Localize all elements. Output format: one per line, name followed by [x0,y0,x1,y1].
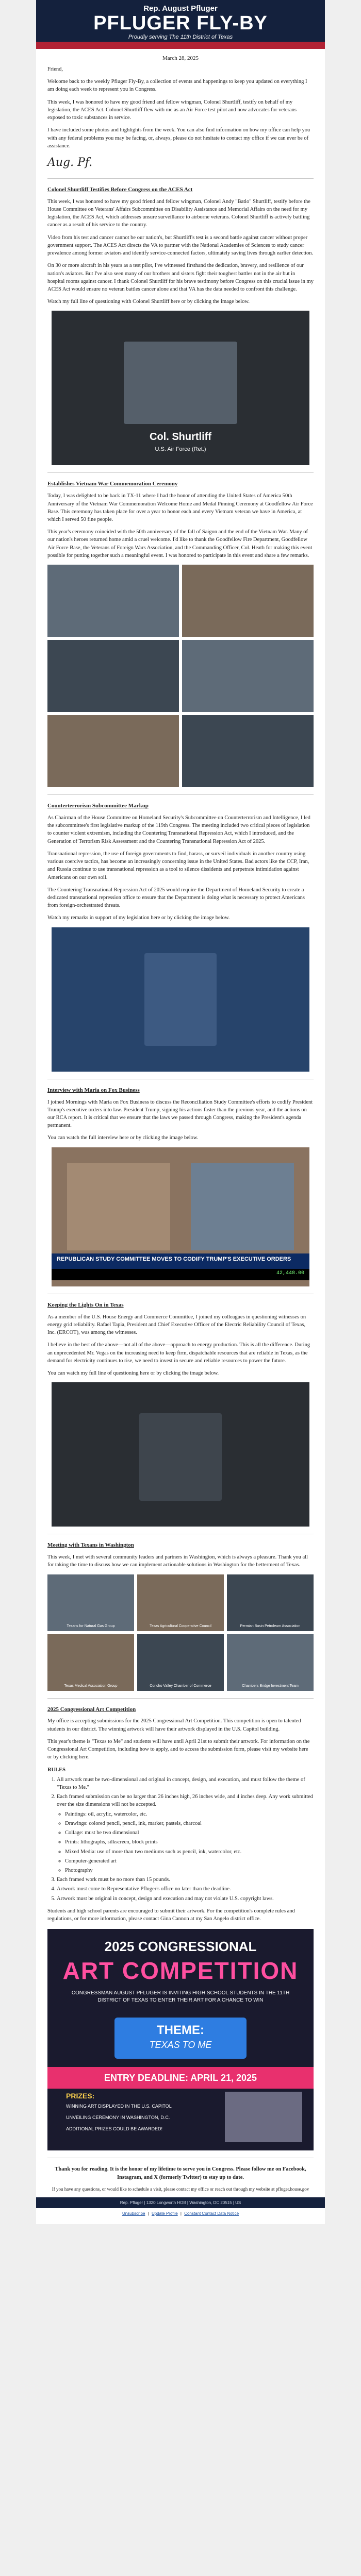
rules-title: RULES [47,1767,66,1773]
poster-photo [225,2092,302,2142]
art-competition-poster[interactable] [47,1929,314,2150]
meeting-photo [227,1634,314,1691]
event-photo [47,565,179,637]
divider [47,1698,314,1699]
section-paragraph: This year's ceremony coincided with the 50th anniversary of the fall of Saigon and the end of the Vietnam War. Many of our nation's heroes returned home amid a cruel welcome. I'd like to thank the Goodfellow Fire Department, Goodfellow Air Force Base, the Veterans of Foreign Wars Association, and the Commanding Officer, Col. Heath for making this event possible for putting together such a meaningful event. I was honored to participate in this event and share a few remarks. [47,529,313,558]
masthead-stripe [36,42,325,49]
section-heading: Keeping the Lights On in Texas [47,1301,124,1308]
meeting-caption: Concho Valley Chamber of Commerce [150,1684,211,1688]
section-paragraph: My office is accepting submissions for the 2025 Congressional Art Competition. This competition is open to talented students in our district. The winning artwork will have their artwork displayed in the U.S. Capitol building. [47,1718,301,1732]
signature: Aug. Pf. [47,156,93,169]
meeting-photo [47,1634,134,1691]
guest-panel [191,1163,294,1250]
divider [47,794,314,795]
update-profile-link[interactable]: Update Profile [151,2211,178,2216]
section-paragraph: Today, I was delighted to be back in TX-11 where I had the honor of attending the United States of America 50th Anniversary of the Vietnam War Commemoration Welcome Home and Medal Pinning Ceremony at Goodfellow Air Force Base. This ceremony has taken place for over a year to honor each and every Vietnam veteran we have in America, at which I served 50 fine people. [47,493,313,523]
section-heading: Interview with Maria on Fox Business [47,1087,140,1093]
section-paragraph: Students and high school parents are encouraged to submit their artwork. For the competition's complete rules and regulations, or for more information, please contact Gina Cannon at my San Angelo district office. [47,1908,295,1922]
intro-paragraph: This week, I was honored to have my good friend and fellow wingman, Colonel Shurtliff, testify on behalf of my legislation, the ACES Act. Colonel Shurtliff flew with me as an Air Force test pilot and now advocates for veterans exposed to toxic substances in service. [47,99,297,121]
poster-title: ART COMPETITION [62,1957,299,1985]
event-photo [47,715,179,787]
media-item: ◦ Prints: lithographs, silkscreen, block prints [65,1838,314,1846]
poster-description: CONGRESSMAN AUGUST PFLUGER IS INVITING HIGH SCHOOL STUDENTS IN THE 11TH DISTRICT OF TEXAS TO ENTER THEIR ART FOR A CHANCE TO WIN [71,1990,290,2004]
rules-list [47,1776,314,1903]
rule-item: 3. Each framed work must be no more than 15 pounds. [57,1876,314,1884]
section-heading: Meeting with Texans in Washington [47,1542,134,1549]
prizes-title: PRIZES: [66,2092,95,2100]
rule-item: 1. All artwork must be two-dimensional and original in concept, design, and execution, and must follow the theme of "Texas to Me." [57,1776,314,1791]
section-paragraph: On 30 or more aircraft in his years as a test pilot, I've witnessed firsthand the dedication, bravery, and resilience of our nation's aviators. But I've also seen many of our brothers and sisters fight their toughest battles not in the air but in hospital rooms against cancer. I thank Colonel Shurtliff for his brave testimony before Congress on this crucial issue in my ACES Act would ensure no veteran battles cancer alone and that VA has the data needed to confront this challenge. [47,263,314,292]
unsubscribe-link[interactable]: Unsubscribe [122,2211,145,2216]
media-item: ◦ Paintings: oil, acrylic, watercolor, etc. [65,1810,314,1818]
section-paragraph: I believe in the best of the above—not all of the above—approach to energy production. This is all the difference. During an unprecedented Mr. Vegas on the increasing need to keep firm, dispatchable resources that are reliable in Texas, as the demand for electricity continues to rise, we need to invest in secure and reliable resources to power the future. [47,1342,310,1364]
media-item: ◦ Drawings: colored pencil, pencil, ink, marker, pastels, charcoal [65,1820,314,1827]
masthead [36,0,325,49]
chyron [52,1253,309,1271]
entry-deadline: ENTRY DEADLINE: APRIL 21, 2025 [47,2067,314,2089]
section-heading: 2025 Congressional Art Competition [47,1706,136,1713]
rule-item [57,1793,314,1874]
intro-paragraph: I have included some photos and highlights from the week. You can also find information on how my office can help you with any federal problems you may be facing, or, always, please do not hesitate to contact my office if we can ever be of assistance. [47,127,310,149]
media-item: ◦ Computer-generated art [65,1857,314,1865]
ticker: 42,448.00 [52,1269,309,1280]
meeting-caption: Texas Agricultural Cooperative Council [150,1624,211,1629]
media-item: ◦ Photography [65,1867,314,1874]
section-paragraph: This week, I was honored to have my good friend and fellow wingman, Colonel Andy "Batlo" Shurtliff, testify before the House Committee on Veterans' Affairs Subcommittee on Disability Assistance and Memorial Affairs on the need for my legislation, the ACES Act, which addresses unsure surveillance to airborne veterans. Colonel Shurtliff is actively battling cancer as a result of his service to the country. [47,198,310,228]
theme-label: THEME: [157,2023,204,2038]
data-notice-link[interactable]: Constant Contact Data Notice [184,2211,239,2216]
closing-paragraph: If you have any questions, or would like to schedule a visit, please contact my office or reach out through my website at pfluger.house.gov [52,2186,309,2192]
intro-paragraph: Welcome back to the weekly Pfluger Fly-By, a collection of events and happenings to keep you updated on everything I am doing each week to represent you in Congress. [47,79,307,93]
meeting-caption: Texans for Natural Gas Group [67,1624,115,1629]
speaker-figure [144,953,217,1046]
masthead-rep-name: Rep. August Pfluger [143,4,218,13]
newsletter [36,0,325,2224]
speaker-figure [139,1413,222,1501]
media-item: ◦ Mixed Media: use of more than two mediums such as pencil, ink, watercolor, etc. [65,1848,314,1856]
media-item: ◦ Collage: must be two dimensional [65,1829,314,1837]
issue-date: March 28, 2025 [162,55,199,61]
meeting-caption: Permian Basin Petroleum Association [240,1624,301,1629]
host-panel [67,1163,170,1250]
theme-text: TEXAS TO ME [149,2040,212,2050]
meeting-caption: Chambers Bridge Investment Team [242,1684,299,1688]
event-photo [182,715,314,787]
masthead-subtitle: Proudly serving The 11th District of Texas [128,34,233,40]
section-paragraph: As a member of the U.S. House Energy and Commerce Committee, I joined my colleagues in questioning witnesses on energy grid reliability. Rafael Tapia, President and Chief Executive Officer of the Electric Reliability Council of Texas, Inc. (ERCOT), was among the witnesses. [47,1314,306,1336]
divider [47,178,314,179]
rule-item: 4. Artwork must come to Representative Pfluger's office no later than the deadline. [57,1885,314,1893]
meeting-photo [137,1634,224,1691]
meeting-photo-grid [47,1574,314,1691]
energy-hearing-thumbnail[interactable] [52,1382,309,1527]
section-paragraph: Video from his test and cancer cannot be our nation's, but Shurtliff's test is a second battle against cancer without proper government support. The ACES Act directs the VA to partner with the National Academies of Sciences to study cancer prevalence among former aviators and identify service-connected factors, ultimately saving lives through earlier detection. [47,234,314,257]
section-paragraph: Watch my full line of questioning with Colonel Shurtliff here or by clicking the image below. [47,299,250,305]
greeting: Friend, [47,66,63,72]
rule-text: Each framed submission can be no larger than 26 inches high, 26 inches wide, and 4 inches deep. Any work submitted over the size dimensions will not be accepted. [57,1794,313,1808]
photo-caption: Col. Shurtliff [150,431,211,443]
prize-item: WINNING ART DISPLAYED IN THE U.S. CAPITOL [66,2104,172,2109]
prize-item: UNVEILING CEREMONY IN WASHINGTON, D.C. [66,2115,170,2121]
poster-year: 2025 CONGRESSIONAL [104,1939,257,1955]
meeting-photo [137,1574,224,1631]
testimony-video-thumbnail[interactable] [52,311,309,465]
witness-figure [124,342,237,424]
section-paragraph: Watch my remarks in support of my legislation here or by clicking the image below. [47,915,230,921]
media-list [57,1810,314,1875]
section-paragraph: This week, I met with several community leaders and partners in Washington, which is always a pleasure. Thank you all for taking the time to discuss how we can implement actionable solutions in Washington for the betterment of Texas. [47,1554,308,1568]
event-photo [182,640,314,712]
markup-video-thumbnail[interactable] [52,927,309,1072]
meeting-photo [47,1574,134,1631]
divider [47,472,314,473]
section-paragraph: You can watch my full line of questioning here or by clicking the image below. [47,1370,219,1376]
prize-item: ADDITIONAL PRIZES COULD BE AWARDED! [66,2126,163,2132]
event-photo [182,565,314,637]
photo-grid [47,565,314,787]
section-heading: Establishes Vietnam War Commemoration Ceremony [47,481,178,487]
fox-interview-thumbnail[interactable] [52,1147,309,1286]
section-paragraph: The Countering Transnational Repression Act of 2025 would require the Department of Homeland Security to create a dedicated transnational repression office to ensure that the Department is doing what is necessary to protect Americans from foreign-orchestrated threats. [47,887,305,909]
section-paragraph: You can watch the full interview here or by clicking the image below. [47,1135,199,1141]
section-paragraph: Transnational repression, the use of foreign governments to find, harass, or surveil individuals in another country using various coercive tactics, has become an increasingly concerning issue in the United States. Bad actors like the CCP, Iran, and Russia continue to use transnational repression as a tool to silence dissidents and perpetrate intimidation against Americans on our own soil. [47,851,309,880]
chyron-text: REPUBLICAN STUDY COMMITTEE MOVES TO CODIFY TRUMP'S EXECUTIVE ORDERS [57,1256,291,1262]
meeting-caption: Texas Medical Association Group [64,1684,118,1688]
section-paragraph: I joined Mornings with Maria on Fox Business to discuss the Reconciliation Study Committee's efforts to codify President Trump's executive orders into law. President Trump, signing his actions faster than the previous year, and the actions on our RCA report. It is critical that we ensure that the laws we passed through Congress, making the President's agenda permanent. [47,1099,313,1129]
section-paragraph: As Chairman of the House Committee on Homeland Security's Subcommittee on Counterterrorism and Intelligence, I led the subcommittee's first legislative markup of the 119th Congress. The meeting included two critical pieces of legislation to counter violent extremism, including the Countering Transnational Repression Act, which I introduced, and the Generation of Terrorism Risk Assessment and the Countering Transnational Repression Act of 2025. [47,815,310,844]
closing-paragraph: Thank you for reading. It is the honor of my lifetime to serve you in Congress. Please follow me on Facebook, Instagram, and X (formerly Twitter) to stay up to date. [55,2166,306,2180]
section-heading: Counterterrorism Subcommittee Markup [47,803,149,809]
rule-item: 5. Artwork must be original in concept, design and execution and may not violate U.S. copyright laws. [57,1895,314,1903]
meeting-photo [227,1574,314,1631]
footer-address: Rep. Pfluger | 1320 Longworth HOB | Washington, DC 20515 | US [36,2197,325,2208]
footer-links: Unsubscribe | Update Profile | Constant Contact Data Notice [122,2211,239,2216]
photo-caption: U.S. Air Force (Ret.) [155,446,206,453]
masthead-title: PFLUGER FLY-BY [93,12,268,34]
section-paragraph: This year's theme is "Texas to Me" and students will have until April 21st to submit their artwork. For information on the Congressional Art Competition, including how to apply, and to access the submission form, please visit my website here or by clicking here. [47,1738,310,1760]
event-photo [47,640,179,712]
section-heading: Colonel Shurtliff Testifies Before Congress on the ACES Act [47,186,193,193]
